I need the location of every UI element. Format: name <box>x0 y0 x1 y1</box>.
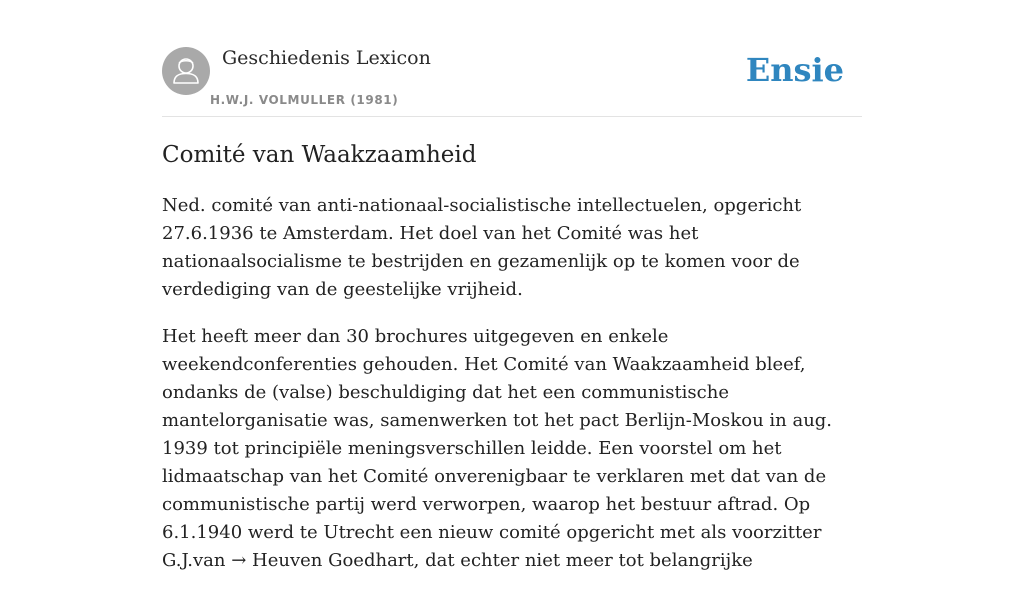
author-credit[interactable]: H.W.J. VOLMULLER (1981) <box>210 93 399 107</box>
article-body <box>162 192 866 594</box>
paragraph: Ned. comité van anti-nationaal-socialistische intellectuelen, opgericht 27.6.1936 te Amsterdam. Het doel van het Comité was het nationaalsocialisme te bestrijden en gezamenlijk op te komen voor de verdediging van de geestelijke vrijheid. <box>162 195 802 300</box>
brand-logo[interactable]: Ensie <box>745 51 844 89</box>
user-icon-graphic <box>162 47 210 95</box>
paragraph: Het heeft meer dan 30 brochures uitgegeven en enkele weekendconferenties gehouden. Het Comité van Waakzaamheid bleef, ondanks de (valse) beschuldiging dat het een communistische mantelorganisatie was, samenwerken tot het pact Berlijn-Moskou in aug. 1939 tot principiële meningsverschillen leidde. Een voorstel om het lidmaatschap van het Comité onverenigbaar te verklaren met dat van de communistische partij werd verworpen, waarop het bestuur aftrad. Op 6.1.1940 werd te Utrecht een nieuw comité opgericht met als voorzitter G.J.van → Heuven Goedhart, dat echter niet meer tot belangrijke <box>162 326 833 571</box>
user-icon[interactable] <box>162 47 210 95</box>
header <box>162 46 862 117</box>
article-title: Comité van Waakzaamheid <box>162 142 477 168</box>
lexicon-name[interactable]: Geschiedenis Lexicon <box>222 47 431 69</box>
